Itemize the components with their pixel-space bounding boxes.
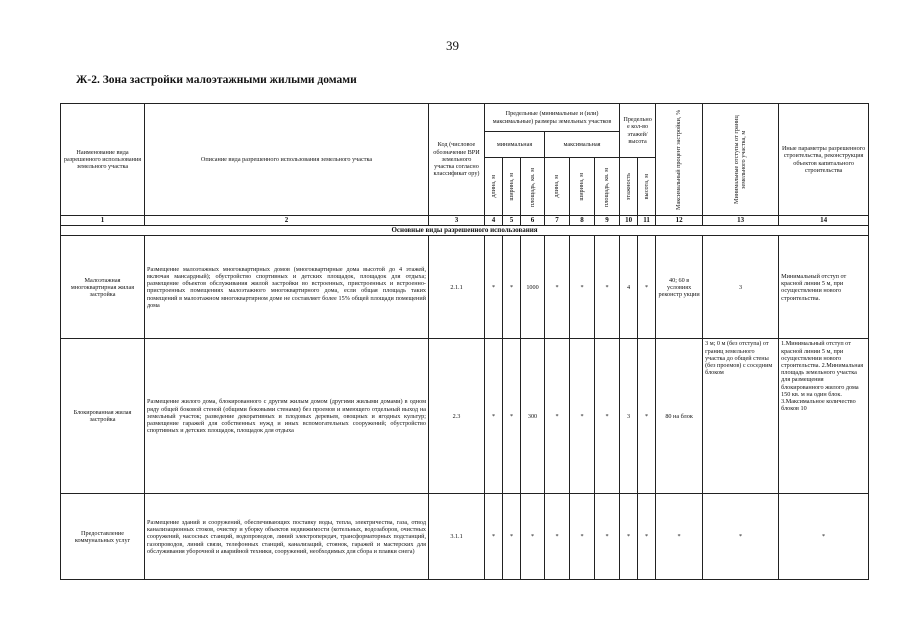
header-max: максимальная: [545, 132, 620, 158]
area-min: 1000: [521, 236, 545, 339]
use-code: 2.3: [429, 339, 485, 494]
coverage: 80 на блок: [656, 339, 703, 494]
table-row: [61, 494, 869, 580]
column-number: 2: [145, 216, 429, 226]
setbacks: 3 м; 0 м (без отступа) от границ земельного участка до общей стены (без проемов) с соседним блоком: [703, 339, 779, 494]
column-number: 13: [703, 216, 779, 226]
use-description: Размещение зданий и сооружений, обеспечивающих поставку воды, тепла, электричества, газа, отвод канализационных стоков, очистку и уборку объектов недвижимости (котельных, водозаборов, очистных сооружений, насосных станций, водопроводов, линий электропередач, трансформаторных подстанций, газопроводов, линий связи, телефонных станций, канализаций, стоянок, гаражей и мастерских для обслуживания уборочной и аварийной техники, сооружений, необходимых для сбора и плавки снега): [145, 494, 429, 580]
area-max: *: [595, 236, 620, 339]
table-row: [61, 236, 869, 339]
coverage: *: [656, 494, 703, 580]
header-code: Код (числовое обозначение ВРИ земельного участка согласно классификат ору): [429, 104, 485, 216]
setbacks: *: [703, 494, 779, 580]
section-row: [61, 226, 869, 236]
header-floors: этажность: [620, 158, 638, 216]
section-title: Основные виды разрешенного использования: [61, 226, 869, 236]
header-other: Иные параметры разрешенного строительства, реконструкция объектов капитального строительства: [779, 104, 869, 216]
floors: 4: [620, 236, 638, 339]
column-number: 1: [61, 216, 145, 226]
width-max: *: [570, 339, 595, 494]
header-description: Описание вида разрешенного использования земельного участка: [145, 104, 429, 216]
header-coverage: Максимальный процент застройки, %: [656, 104, 703, 216]
table-row: [61, 339, 869, 494]
column-number: 7: [545, 216, 570, 226]
header-width-min: ширина, м: [503, 158, 521, 216]
area-max: *: [595, 494, 620, 580]
coverage: 40; 60 в условиях реконстр укции: [656, 236, 703, 339]
other-params: *: [779, 494, 869, 580]
column-number-row: [61, 216, 869, 226]
header-min: минимальная: [485, 132, 545, 158]
length-min: *: [485, 339, 503, 494]
column-number: 11: [638, 216, 656, 226]
area-max: *: [595, 339, 620, 494]
header-width-max: ширина, м: [570, 158, 595, 216]
length-max: *: [545, 339, 570, 494]
height: *: [638, 339, 656, 494]
length-min: *: [485, 494, 503, 580]
page-title: Ж-2. Зона застройки малоэтажными жилыми домами: [76, 74, 357, 86]
setbacks: 3: [703, 236, 779, 339]
area-min: *: [521, 494, 545, 580]
header-plot-sizes: Предельные (минимальные и (или) максимальные) размеры земельных участков: [485, 104, 620, 132]
height: *: [638, 236, 656, 339]
use-code: 3.1.1: [429, 494, 485, 580]
length-max: *: [545, 494, 570, 580]
floors: *: [620, 494, 638, 580]
header-area-max: площадь, кв. м: [595, 158, 620, 216]
width-min: *: [503, 494, 521, 580]
header-height: высота, м: [638, 158, 656, 216]
use-description: Размещение малоэтажных многоквартирных домов (многоквартирные дома высотой до 4 этажей, включая мансардный); обустройство спортивных и детских площадок, площадок для отдыха; размещение объектов обслуживания жилой застройки во встроенных, пристроенных и встроенно-пристроенных помещениях малоэтажного многоквартирного дома, если общая площадь таких помещений в малоэтажном многоквартирном доме не составляет более 15% общей площади помещений дома: [145, 236, 429, 339]
other-params: 1.Минимальный отступ от красной линии 5 м, при осуществлении нового строительства. 2.Минимальная площадь земельного участка для размещения блокированного жилого дома 150 кв. м на один блок. 3.Максимальное количество блоков 10: [779, 339, 869, 494]
other-params: Минимальный отступ от красной линии 5 м, при осуществлении нового строительства.: [779, 236, 869, 339]
width-max: *: [570, 494, 595, 580]
column-number: 6: [521, 216, 545, 226]
header-name: Наименование вида разрешенного использования земельного участка: [61, 104, 145, 216]
width-max: *: [570, 236, 595, 339]
header-length-min: длина, м: [485, 158, 503, 216]
page-number: 39: [446, 38, 459, 53]
column-number: 10: [620, 216, 638, 226]
header-length-max: длина, м: [545, 158, 570, 216]
height: *: [638, 494, 656, 580]
column-number: 5: [503, 216, 521, 226]
use-name: Предоставление коммунальных услуг: [61, 494, 145, 580]
column-number: 12: [656, 216, 703, 226]
header-setbacks: Минимальные отступы от границ земельного участка, м: [703, 104, 779, 216]
width-min: *: [503, 236, 521, 339]
column-number: 9: [595, 216, 620, 226]
regulations-table: [60, 103, 869, 580]
column-number: 14: [779, 216, 869, 226]
column-number: 4: [485, 216, 503, 226]
use-code: 2.1.1: [429, 236, 485, 339]
width-min: *: [503, 339, 521, 494]
column-number: 3: [429, 216, 485, 226]
area-min: 300: [521, 339, 545, 494]
length-min: *: [485, 236, 503, 339]
header-area-min: площадь, кв. м: [521, 158, 545, 216]
header-row-1: [61, 104, 869, 132]
length-max: *: [545, 236, 570, 339]
use-description: Размещение жилого дома, блокированного с другим жилым домом (другими жилыми домами) в одном ряду общей боковой стеной (общими боковыми стенами) без проемов и имеющего отдельный выход на земельный участок; разведение декоративных и плодовых деревьев, овощных и ягодных культур; размещение гаражей для собственных нужд и иных вспомогательных сооружений; обустройство спортивных и детских площадок, площадок для отдыха: [145, 339, 429, 494]
column-number: 8: [570, 216, 595, 226]
use-name: Блокированная жилая застройка: [61, 339, 145, 494]
header-floors-group: Предельно е кол-во этажей/ высота: [620, 104, 656, 158]
floors: 3: [620, 339, 638, 494]
use-name: Малоэтажная многоквартирная жилая застройка: [61, 236, 145, 339]
